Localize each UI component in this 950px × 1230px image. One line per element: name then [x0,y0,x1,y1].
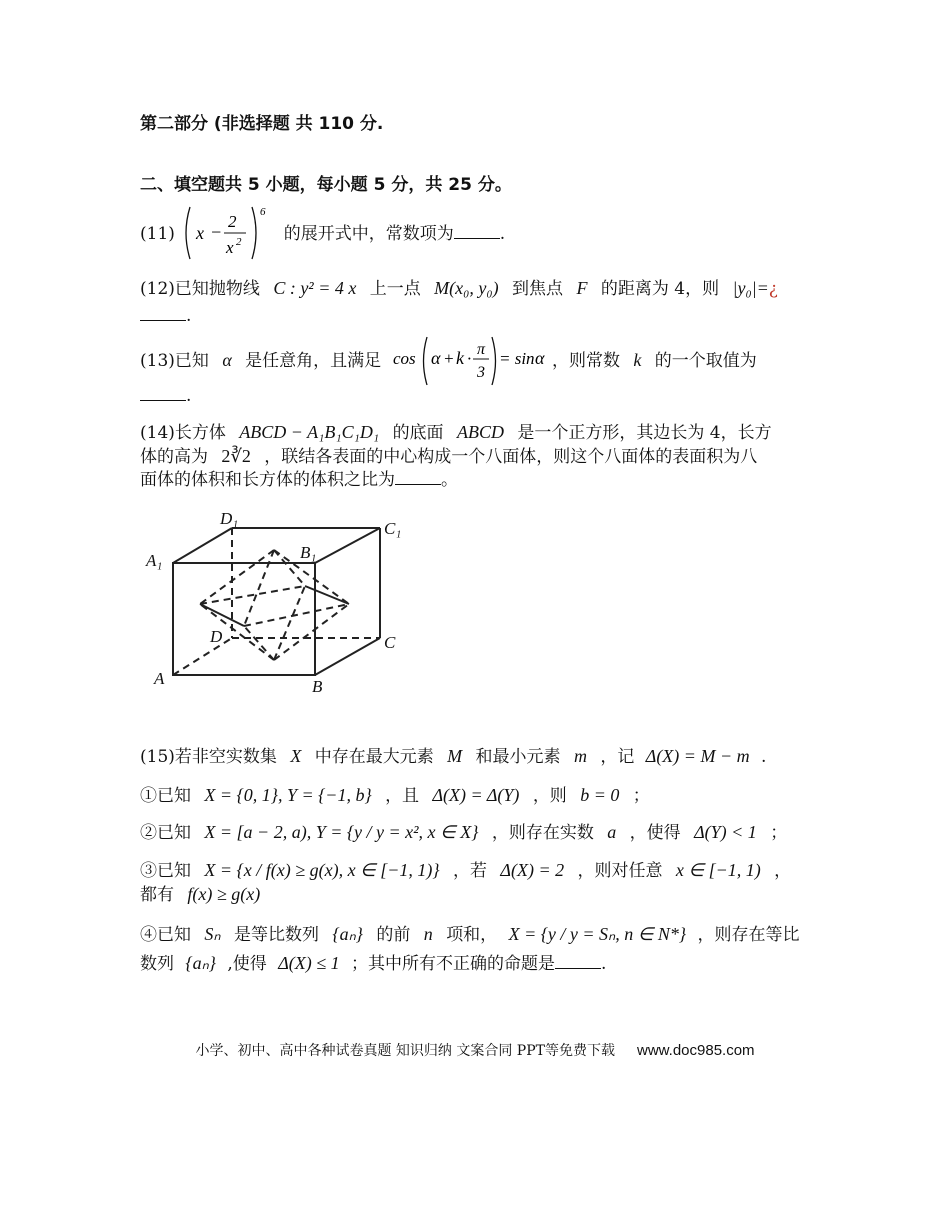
answer-blank [140,304,186,321]
delta-definition: Δ(X) = M − m [645,746,750,766]
label-b1: B₁ [300,543,317,562]
question-text: 中存在最大元素 [314,747,434,767]
question-text: 已知抛物线 [174,279,260,299]
proposition-3-result: f(x) ≥ g(x) [187,884,261,904]
svg-text:+: + [442,348,455,368]
cos-equation [393,333,543,389]
svg-text:= sin: = sin [498,348,535,368]
proposition-3-set: X = {x / f(x) ≥ g(x), x ∈ [−1, 1)} [204,860,440,880]
question-text: 长方体 [174,423,226,443]
page-footer [0,1040,950,1060]
svg-text:·: · [466,348,471,368]
cuboid-name: ABCD − A₁B₁C₁D₁ [239,422,380,442]
question-14-line-3 [140,468,458,492]
binomial-expression [180,203,276,263]
svg-text:x: x [226,237,234,257]
answer-blank [454,222,500,239]
proposition-3-interval: x ∈ [−1, 1) [675,860,761,880]
question-text: ，则 [532,786,567,806]
label-b: B [312,677,323,696]
front-face [173,563,315,675]
proposition-3-line-2 [140,882,268,907]
parabola-equation: C : y² = 4 x [273,278,357,298]
label-c: C [384,633,396,652]
part-title: 第二部分 (非选择题 共 110 分. [140,114,384,134]
question-12-blank-line [140,304,191,328]
svg-text:cos: cos [392,348,416,368]
variable-n: n [423,924,433,944]
svg-text:k: k [455,347,464,368]
semicolon: ； [632,786,650,806]
question-text: ，则存在等比 [697,925,800,945]
question-text: 都有 [140,885,174,905]
period: . [601,954,607,974]
label-d: D [210,627,223,646]
proposition-2-condition: Δ(Y) < 1 [694,822,757,842]
question-text: 项和， [446,925,498,945]
question-text: ,使得 [227,954,267,974]
question-text: 体的高为 [140,447,208,467]
set-x: X [290,746,302,766]
question-text: ，使得 [629,823,681,843]
garbled-glyph: ¿ [768,279,778,299]
question-text: 的底面 [392,423,444,443]
answer-blank [395,468,441,485]
proposition-3 [140,858,791,883]
question-text: 是一个正方形，其边长为 4，长方 [517,423,772,443]
period: 。 [441,470,458,490]
proposition-4-condition: Δ(X) ≤ 1 [278,953,340,973]
question-11 [140,205,506,257]
label-a: A [154,669,165,688]
question-text: 已知 [174,351,209,371]
question-text: ；其中所有不正确的命题是 [351,954,556,974]
proposition-1-result: b = 0 [580,785,620,805]
svg-text:−: − [210,221,223,242]
answer-blank [555,952,601,969]
question-text: ，记 [600,747,635,767]
question-number: (15) [140,747,175,767]
sequence-an: {aₙ} [332,924,363,944]
question-12 [140,276,778,301]
cuboid-octahedron-figure [140,508,420,698]
proposition-1-sets: X = {0, 1}, Y = {−1, b} [204,785,372,805]
question-text: ③已知 [140,861,191,881]
proposition-1-condition: Δ(X) = Δ(Y) [432,785,520,805]
question-text: ，则常数 [551,351,620,371]
svg-text:6: 6 [260,205,266,218]
question-number: (12) [140,279,175,299]
sum-sn: Sₙ [204,924,221,944]
base-abcd: ABCD [456,422,504,442]
question-text: ，则存在实数 [491,823,594,843]
question-text: ，则对任意 [577,861,663,881]
svg-text:2: 2 [236,235,242,248]
min-element: m [573,746,587,766]
question-text: ④已知 [140,925,191,945]
label-d1: D₁ [220,509,239,528]
question-text: 上一点 [369,279,421,299]
proposition-4-set: X = {y / y = Sₙ, n ∈ N*} [508,924,687,944]
comma: ， [774,861,792,881]
max-element: M [447,746,463,766]
question-text: 的一个取值为 [654,351,757,371]
period: . [761,747,767,767]
semicolon: ； [770,823,788,843]
real-a: a [607,822,617,842]
height-value: 2∛2 [221,446,251,466]
question-text: ①已知 [140,786,191,806]
period: . [499,224,506,244]
svg-text:3: 3 [476,363,485,381]
answer-blank [140,384,186,401]
svg-text:π: π [476,340,485,358]
proposition-2 [140,820,787,845]
question-text: 的展开式中，常数项为 [283,224,454,244]
question-text: 面体的体积和长方体的体积之比为 [140,470,395,490]
question-text: 的前 [376,925,411,945]
abs-y0: |y₀|= [732,278,769,298]
period: . [186,306,192,326]
question-text: ，联结各表面的中心构成一个八面体，则这个八面体的表面积为八 [264,447,758,467]
sequence-an: {aₙ} [185,953,216,973]
svg-text:x: x [196,222,205,243]
constant-k: k [633,350,642,370]
question-text: ，且 [385,786,420,806]
question-text: ，若 [453,861,487,881]
question-14-line-2 [140,444,757,469]
question-text: 若非空实数集 [174,747,277,767]
svg-text:2: 2 [228,211,237,231]
question-text: 是等比数列 [233,925,319,945]
question-text: 的距离为 4，则 [600,279,720,299]
question-number: (11) [140,224,175,244]
footer-text: 小学、初中、高中各种试卷真题 知识归纳 文案合同 PPT等免费下载 [195,1043,615,1059]
question-number: (14) [140,423,175,443]
proposition-4-line-2 [140,951,606,976]
label-c1: C₁ [384,519,402,538]
period: . [186,386,192,406]
svg-text:α: α [430,347,441,368]
alpha: α [222,350,232,370]
svg-text:α: α [534,347,545,368]
fill-in-section-title: 二、填空题共 5 小题，每小题 5 分，共 25 分。 [140,175,512,195]
proposition-4 [140,922,800,947]
question-14-line-1 [140,420,772,445]
focus-f: F [576,278,588,298]
question-15-intro [140,744,766,769]
question-13 [140,340,757,381]
question-text: 是任意角，且满足 [245,351,382,371]
question-text: 数列 [140,954,174,974]
question-text: 到焦点 [512,279,564,299]
label-a1: A₁ [146,551,163,570]
point-m: M(x₀, y₀) [434,278,499,298]
question-number: (13) [140,351,175,371]
question-13-blank-line [140,384,191,408]
proposition-2-sets: X = [a − 2, a), Y = {y / y = x², x ∈ X} [204,822,479,842]
proposition-1 [140,783,650,808]
footer-url[interactable]: www.doc985.com [636,1042,755,1059]
question-text: 和最小元素 [475,747,561,767]
proposition-3-condition: Δ(X) = 2 [500,860,565,880]
question-text: ②已知 [140,823,191,843]
